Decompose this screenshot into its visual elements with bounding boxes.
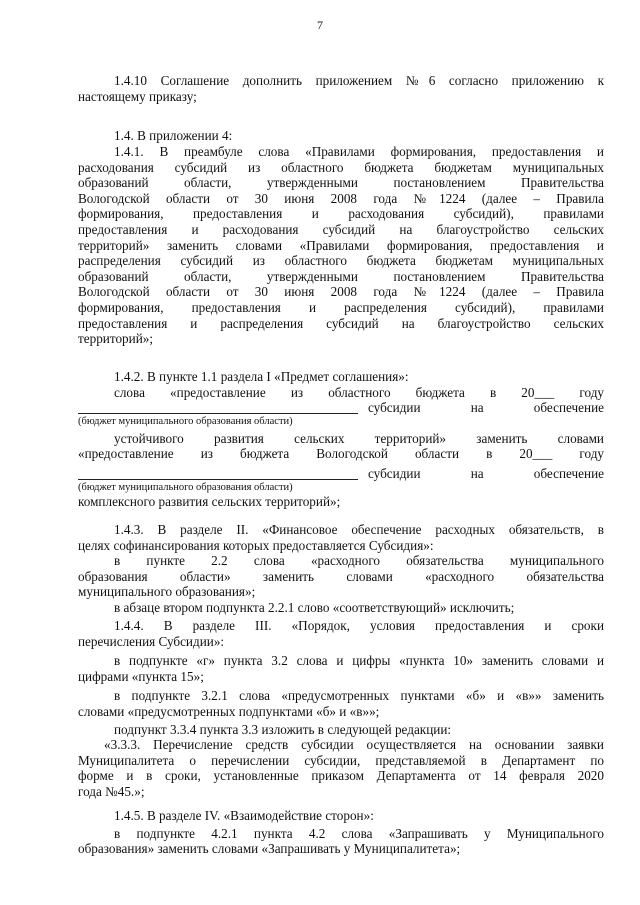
text-line: образований области, утвержденными постановлением Правительства [78, 175, 604, 191]
paragraph-1-4-1 [78, 144, 604, 347]
text-line: 1.4.10 Соглашение дополнить приложением №6 согласно приложению к [114, 73, 604, 88]
text-line: словами «предусмотренных подпунктами «б» и «в»»; [78, 703, 380, 719]
text-line: настоящему приказу; [78, 88, 197, 104]
text-line: образования области» заменить словами «расходного обязательства [78, 568, 604, 584]
text-line: устойчивого развития сельских территорий» заменить словами [114, 430, 604, 446]
text-line: форме и в сроки, установленные приказом Департамента от 14 февраля 2020 [78, 768, 604, 784]
text-line: территорий» заменить словами «Правилами формирования, предоставления и [78, 237, 604, 253]
underline-blank [78, 413, 358, 414]
text-line: в подпункте 4.2.1 пункта 4.2 слова «Запрашивать у Муниципального [114, 825, 604, 841]
text-line: перечисления Субсидии»: [78, 633, 225, 649]
paragraph-1-4-3 [78, 522, 604, 616]
footnote-label: (бюджет муниципального образования области) [78, 481, 293, 493]
page-number: 7 [317, 18, 323, 32]
text-line: 1.4.4. В разделе III. «Порядок, условия предоставления и сроки [114, 618, 604, 633]
text-line: расходования субсидий из областного бюджета бюджетам муниципальных [78, 159, 604, 175]
text-line: 1.4.1. В преамбуле слова «Правилами формирования, предоставления и [114, 144, 604, 159]
text-line: подпункт 3.3.4 пункта 3.3 изложить в следующей редакции: [114, 721, 452, 737]
text-line: формирования, предоставления и расходования субсидий), правилами [78, 206, 604, 222]
text-line: территорий»; [78, 331, 154, 347]
text-line: образования» заменить словами «Запрашивать у Муниципалитета»; [78, 841, 461, 857]
paragraph-1-4-10 [78, 73, 604, 104]
text-line: 1.4.2. В пункте 1.1 раздела I «Предмет соглашения»: [114, 369, 409, 384]
paragraph-1-4-5 [78, 808, 604, 857]
text-line: распределения субсидий из областного бюджета бюджетам муниципальных [78, 253, 604, 269]
text-line: предоставления и расходования субсидий на благоустройство сельских [78, 221, 604, 237]
text-line: слова «предоставление из областного бюджета в 20___ году [114, 384, 604, 400]
text-line: в абзаце втором подпункта 2.2.1 слово «соответствующий» исключить; [114, 599, 515, 615]
footnote-label: (бюджет муниципального образования области) [78, 415, 293, 427]
text-line: года №45.»; [78, 783, 145, 799]
text-line: Вологодской области от 30 июня 2008 года №1224 (далее – Правила [78, 284, 604, 300]
text-line: в пункте 2.2 слова «расходного обязательства муниципального [114, 553, 604, 569]
blank-fill-line [78, 466, 604, 482]
text-line: формирования, предоставления и распределения субсидий), правилами [78, 299, 604, 315]
paragraph-1-4-2 [78, 369, 604, 509]
text-line: предоставления и распределения субсидий на благоустройство сельских [78, 315, 604, 331]
text-line: муниципального образования»; [78, 584, 256, 600]
underline-blank [78, 479, 358, 480]
text-line: цифрами «пункта 15»; [78, 668, 204, 684]
blank-fill-line [78, 400, 604, 416]
text-line: образований области, утвержденными постановлением Правительства [78, 268, 604, 284]
text-line: комплексного развития сельских территорий»; [78, 493, 341, 509]
text-line: 1.4.3. В разделе II. «Финансовое обеспечение расходных обязательств, в [114, 522, 604, 537]
text-line: целях софинансирования которых предоставляется Субсидия»: [78, 537, 434, 553]
text-line: субсидии на обеспечение [368, 400, 604, 416]
text-line: Вологодской области от 30 июня 2008 года №1224 (далее – Правила [78, 190, 604, 206]
paragraph-1-4-heading [78, 128, 604, 144]
text-line: субсидии на обеспечение [368, 465, 604, 481]
text-line: в подпункте «г» пункта 3.2 слова и цифры «пункта 10» заменить словами и [114, 653, 604, 669]
text-line: в подпункте 3.2.1 слова «предусмотренных пунктами «б» и «в»» заменить [114, 688, 604, 704]
paragraph-1-4-4 [78, 618, 604, 800]
text-line: «3.3.3. Перечисление средств субсидии осуществляется на основании заявки [104, 737, 604, 753]
text-line: 1.4.5. В разделе IV. «Взаимодействие сторон»: [114, 808, 374, 823]
text-line: 1.4. В приложении 4: [114, 128, 233, 143]
text-line: «предоставление из бюджета Вологодской области в 20___ году [78, 446, 604, 462]
text-line: Муниципалитета о перечислении субсидии, представляемой в Департамент по [78, 752, 604, 768]
